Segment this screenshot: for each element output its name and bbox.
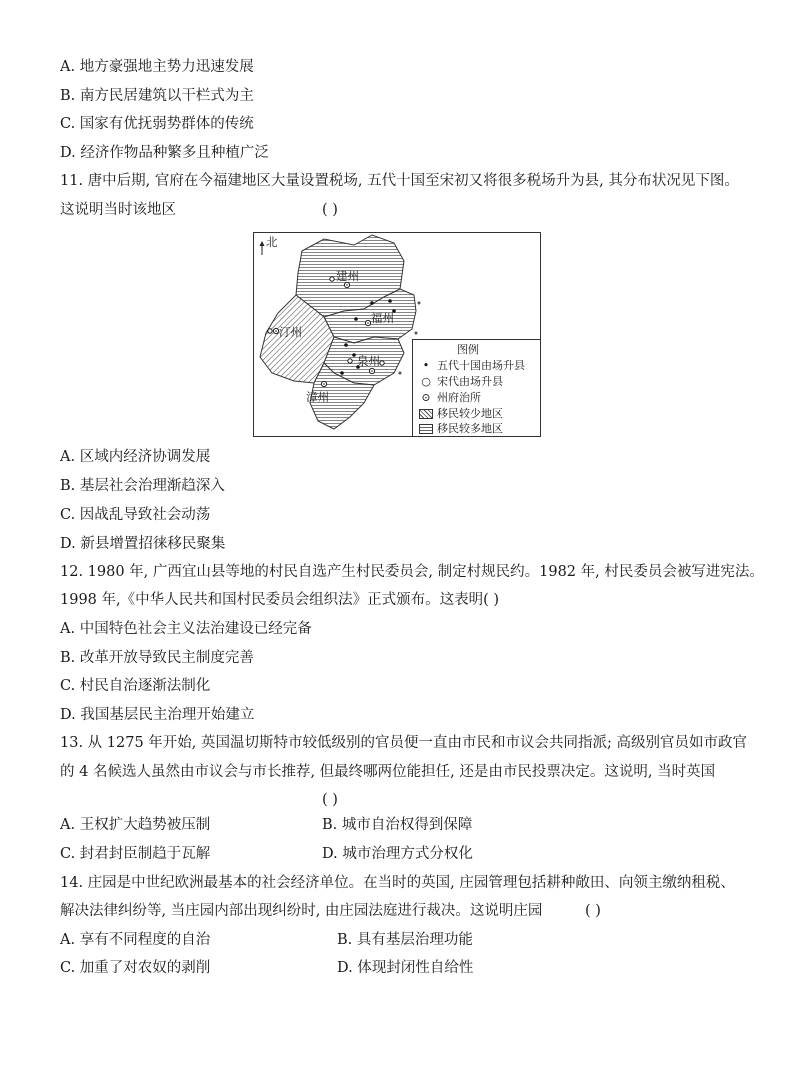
open-circle-icon: ○: [421, 375, 431, 388]
legend-item-dot: [419, 358, 525, 373]
legend-item-circle-label: 宋代由场升县: [437, 375, 503, 388]
q14-option-d: D. 体现封闭性自给性: [337, 960, 474, 976]
legend-item-many-migrants: [419, 421, 503, 436]
q13-option-a: A. 王权扩大趋势被压制: [60, 817, 211, 833]
q14-stem-line2: 解决法律纠纷等, 当庄园内部出现纠纷时, 由庄园法庭进行裁决。这说明庄园: [60, 903, 543, 919]
q14-option-b: B. 具有基层治理功能: [337, 932, 473, 948]
q13-option-b: B. 城市自治权得到保障: [322, 817, 473, 833]
q11-stem-line2: 这说明当时该地区: [60, 202, 176, 218]
q11-option-b: B. 基层社会治理渐趋深入: [60, 478, 225, 494]
legend-item-many-label: 移民较多地区: [437, 422, 503, 435]
q12-stem-line2: 1998 年,《中华人民共和国村民委员会组织法》正式颁布。这表明( ): [60, 592, 500, 608]
q11-stem-line1: 11. 唐中后期, 官府在今福建地区大量设置税场, 五代十国至宋初又将很多税场升为县, 其分布状况见下图。: [60, 173, 739, 189]
q13-stem-line1: 13. 从 1275 年开始, 英国温切斯特市较低级别的官员便一直由市民和市议会共同指派; 高级别官员如市政官: [60, 735, 747, 751]
q14-option-a: A. 享有不同程度的自治: [60, 932, 211, 948]
q12-option-d: D. 我国基层民主治理开始建立: [60, 707, 255, 723]
q12-option-b: B. 改革开放导致民主制度完善: [60, 650, 254, 666]
q10-option-b: B. 南方民居建筑以干栏式为主: [60, 88, 254, 104]
legend-item-circle: [419, 374, 503, 389]
q14-option-c: C. 加重了对农奴的剥削: [60, 960, 211, 976]
fujian-map: [253, 232, 541, 437]
map-north-label: 北: [266, 235, 278, 249]
q10-option-c: C. 国家有优抚弱势群体的传统: [60, 116, 254, 132]
q13-answer-bracket: ( ): [322, 792, 338, 808]
q13-option-c: C. 封君封臣制趋于瓦解: [60, 846, 211, 862]
legend-title: 图例: [457, 343, 479, 356]
map-label-jianzhou: 建州: [336, 269, 359, 283]
map-label-fuzhou: 福州: [371, 311, 394, 325]
q10-option-a: A. 地方豪强地主势力迅速发展: [60, 59, 254, 75]
filled-dot-icon: •: [422, 359, 430, 372]
q11-option-d: D. 新县增置招徕移民聚集: [60, 536, 226, 552]
q13-stem-line2: 的 4 名候选人虽然由市议会与市长推荐, 但最终哪两位能担任, 还是由市民投票决定。这说明, 当时英国: [60, 764, 716, 780]
diagonal-hatch-swatch-icon: [419, 409, 433, 419]
q12-option-a: A. 中国特色社会主义法治建设已经完备: [60, 621, 312, 637]
q14-stem-line1: 14. 庄园是中世纪欧洲最基本的社会经济单位。在当时的英国, 庄园管理包括耕种敞田、向领主缴纳租税、: [60, 875, 735, 891]
q11-option-c: C. 因战乱导致社会动荡: [60, 507, 211, 523]
q14-answer-bracket: ( ): [585, 903, 601, 919]
map-label-quanzhou: 泉州: [357, 354, 380, 368]
map-legend: [412, 339, 540, 436]
q12-option-c: C. 村民自治逐渐法制化: [60, 678, 211, 694]
legend-item-few-label: 移民较少地区: [437, 407, 503, 420]
q11-answer-bracket: ( ): [322, 202, 338, 218]
map-label-tingzhou: 汀州: [279, 325, 302, 339]
legend-item-seat: [419, 390, 481, 405]
seat-circle-icon: ⊙: [421, 391, 431, 404]
q12-stem-line1: 12. 1980 年, 广西宜山县等地的村民自选产生村民委员会, 制定村规民约。1982 年, 村民委员会被写进宪法。: [60, 564, 764, 580]
q13-option-d: D. 城市治理方式分权化: [322, 846, 473, 862]
horizontal-hatch-swatch-icon: [419, 424, 433, 434]
legend-item-dot-label: 五代十国由场升县: [437, 359, 525, 372]
legend-item-seat-label: 州府治所: [437, 391, 481, 404]
legend-item-few-migrants: [419, 406, 503, 421]
q11-option-a: A. 区域内经济协调发展: [60, 449, 211, 465]
map-label-zhangzhou: 漳州: [306, 390, 329, 404]
q10-option-d: D. 经济作物品种繁多且种植广泛: [60, 145, 269, 161]
